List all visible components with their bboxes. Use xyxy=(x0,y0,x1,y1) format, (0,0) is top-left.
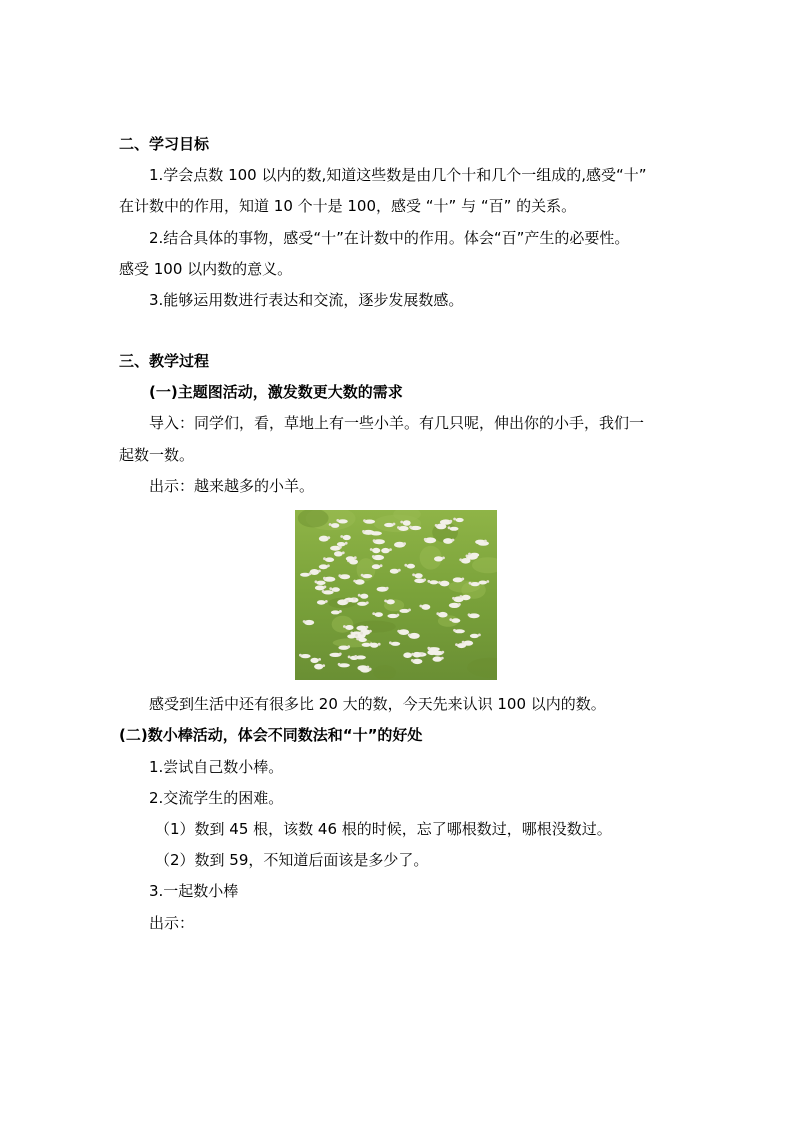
sheep-head xyxy=(340,535,343,538)
sheep xyxy=(325,557,334,562)
sheep-head xyxy=(303,620,306,623)
sheep xyxy=(453,577,463,582)
sheep-head xyxy=(323,577,326,580)
sheep-head xyxy=(458,603,461,606)
sheep xyxy=(384,523,394,527)
sheep xyxy=(343,535,351,540)
sheep-head xyxy=(322,590,325,593)
sheep-head xyxy=(459,558,462,561)
sheep-head xyxy=(397,630,400,633)
sheep-head xyxy=(361,574,364,577)
show-sheep: 出示：越来越多的小羊。 xyxy=(149,477,315,495)
sheep-head xyxy=(354,556,357,559)
step3: 3.一起数小棒 xyxy=(149,882,239,900)
sheep xyxy=(413,652,421,658)
sheep-head xyxy=(449,618,452,621)
sheep-head xyxy=(338,663,341,666)
sheep xyxy=(450,527,459,531)
sheep xyxy=(438,612,448,618)
sheep-head xyxy=(442,557,445,560)
sheep-head xyxy=(400,521,403,524)
sheep-head xyxy=(453,518,456,521)
sheep-head xyxy=(366,626,369,629)
sheep xyxy=(319,536,329,542)
sheep-head xyxy=(436,612,439,615)
sheep-head xyxy=(384,600,387,603)
sheep-head xyxy=(397,614,400,617)
sheep-head xyxy=(309,572,312,575)
sheep-head xyxy=(469,582,472,585)
sheep-head xyxy=(372,555,375,558)
sheep-head xyxy=(299,654,302,657)
sheep-head xyxy=(367,666,370,669)
sheep xyxy=(429,580,438,584)
sheep-head xyxy=(389,641,392,644)
sheep xyxy=(300,654,310,658)
sheep xyxy=(479,581,488,585)
difficulty1: （1）数到 45 根，该数 46 根的时候，忘了哪根数过，哪根没数过。 xyxy=(155,820,612,838)
sheep-head xyxy=(462,641,465,644)
sheep-head xyxy=(356,638,359,641)
sheep xyxy=(357,602,367,606)
section3-heading: 三、教学过程 xyxy=(119,352,210,370)
sheep-head xyxy=(441,657,444,660)
sheep xyxy=(362,643,371,647)
intro-line2: 起数一数。 xyxy=(119,446,195,464)
sheep-head xyxy=(347,645,350,648)
sheep-head xyxy=(393,523,396,526)
sheep xyxy=(443,538,453,544)
sheep xyxy=(372,564,381,569)
sheep-head xyxy=(343,625,346,628)
sheep-head xyxy=(315,580,318,583)
sheep xyxy=(362,574,372,578)
sheep xyxy=(337,599,348,605)
part1-title: (一)主题图活动，激发数更大数的需求 xyxy=(149,383,403,401)
difficulty2: （2）数到 59，不知道后面该是多少了。 xyxy=(155,851,429,869)
sheep-head xyxy=(342,551,345,554)
sheep-head xyxy=(435,524,438,527)
sheep-head xyxy=(369,630,372,633)
sheep-head xyxy=(362,530,365,533)
sheep xyxy=(440,581,450,587)
sheep xyxy=(391,642,401,646)
sheep xyxy=(304,620,314,625)
sheep xyxy=(331,610,340,614)
sheep-head xyxy=(360,632,363,635)
sheep-head xyxy=(427,580,430,583)
sheep xyxy=(470,553,479,558)
sheep xyxy=(358,638,367,642)
sheep xyxy=(319,564,328,569)
sheep xyxy=(451,618,460,623)
goal3: 3.能够运用数进行表达和交流，逐步发展数感。 xyxy=(149,291,464,309)
sheep-head xyxy=(419,605,422,608)
step2: 2.交流学生的困难。 xyxy=(149,789,284,807)
sheep xyxy=(337,542,346,546)
sheep-head xyxy=(336,519,339,522)
after-image-text: 感受到生活中还有很多比 20 大的数，今天先来认识 100 以内的数。 xyxy=(149,695,606,713)
sheep-head xyxy=(468,613,471,616)
sheep xyxy=(300,573,310,577)
goal1-line1: 1.学会点数 100 以内的数,知道这些数是由几个十和几个一组成的,感受“十” xyxy=(149,166,647,184)
sheep-head xyxy=(398,569,401,572)
sheep-head xyxy=(345,542,348,545)
sheep-head xyxy=(389,548,392,551)
sheep xyxy=(434,556,443,561)
sheep xyxy=(409,633,420,639)
sheep-head xyxy=(354,655,357,658)
sheep-head xyxy=(355,634,358,637)
sheep-head xyxy=(339,653,342,656)
sheep-head xyxy=(325,600,328,603)
sheep xyxy=(360,594,368,599)
sheep-head xyxy=(449,520,452,523)
sheep-head xyxy=(370,548,373,551)
sheep xyxy=(381,548,390,553)
sheep-head xyxy=(386,587,389,590)
sheep-head xyxy=(327,536,330,539)
sheep xyxy=(415,573,423,578)
sheep-head xyxy=(427,647,430,650)
sheep-head xyxy=(409,526,412,529)
sheep xyxy=(375,612,383,617)
sheep xyxy=(461,595,470,600)
sheep-head xyxy=(452,539,455,542)
sheep xyxy=(394,542,405,548)
sheep-head xyxy=(353,580,356,583)
sheep xyxy=(331,523,339,528)
step1: 1.尝试自己数小棒。 xyxy=(149,758,284,776)
sheep xyxy=(398,629,409,635)
sheep-head xyxy=(346,600,349,603)
sheep xyxy=(355,579,365,584)
sheep xyxy=(314,664,323,670)
sheep xyxy=(470,634,479,638)
sheep-head xyxy=(411,653,414,656)
sheep-head xyxy=(339,610,342,613)
sheep-head xyxy=(441,651,444,654)
sheep-head xyxy=(397,526,400,529)
sheep-head xyxy=(378,643,381,646)
sheep-head xyxy=(366,601,369,604)
sheep-head xyxy=(460,595,463,598)
sheep xyxy=(316,581,325,585)
sheep xyxy=(475,540,486,545)
sheep xyxy=(412,659,422,664)
sheep-head xyxy=(408,634,411,637)
sheep-head xyxy=(404,564,407,567)
sheep xyxy=(372,548,380,553)
sheep xyxy=(433,656,443,661)
goal2-line1: 2.结合具体的事物，感受“十”在计数中的作用。体会“百”产生的必要性。 xyxy=(149,229,630,247)
sheep-head xyxy=(348,656,351,659)
sheep xyxy=(470,582,479,586)
sheep xyxy=(340,574,351,579)
goal2-line2: 感受 100 以内数的意义。 xyxy=(119,260,293,278)
sheep xyxy=(338,519,348,523)
sheep-photo xyxy=(295,510,497,680)
sheep xyxy=(370,643,378,648)
sheep-head xyxy=(358,594,361,597)
sheep-head xyxy=(424,538,427,541)
section2-heading: 二、学习目标 xyxy=(119,135,210,153)
sheep xyxy=(457,643,466,648)
sheep-head xyxy=(324,586,327,589)
goal1-line2: 在计数中的作用，知道 10 个十是 100，感受 “十” 与 “百” 的关系。 xyxy=(119,197,577,215)
sheep-head xyxy=(438,581,441,584)
show-sticks: 出示： xyxy=(149,914,195,932)
sheep-head xyxy=(421,652,424,655)
sheep-head xyxy=(403,542,406,545)
sheep-head xyxy=(322,664,325,667)
sheep-head xyxy=(369,668,372,671)
sheep-head xyxy=(327,564,330,567)
sheep-head xyxy=(353,598,356,601)
sheep-head xyxy=(318,570,321,573)
sheep xyxy=(347,634,356,638)
sheep xyxy=(390,569,399,574)
sheep xyxy=(421,604,430,610)
sheep-head xyxy=(323,557,326,560)
sheep xyxy=(357,665,368,671)
sheep xyxy=(317,600,326,605)
sheep xyxy=(330,546,341,551)
grass-patch xyxy=(373,665,396,680)
sheep xyxy=(332,587,340,592)
sheep-head xyxy=(448,526,451,529)
sheep-head xyxy=(363,519,366,522)
sheep-head xyxy=(455,643,458,646)
sheep xyxy=(345,625,353,630)
sheep xyxy=(403,652,412,658)
intro-line1: 导入：同学们，看，草地上有一些小羊。有几只呢，伸出你的小手，我们一 xyxy=(149,414,645,432)
sheep xyxy=(356,655,366,659)
sheep-head xyxy=(329,523,332,526)
sheep xyxy=(407,564,415,569)
sheep-head xyxy=(478,634,481,637)
sheep xyxy=(399,609,409,613)
part2-title: (二)数小棒活动，体会不同数法和“十”的好处 xyxy=(119,726,423,744)
sheep-head xyxy=(372,612,375,615)
sheep-head xyxy=(380,564,383,567)
sheep-head xyxy=(329,587,332,590)
sheep-head xyxy=(466,555,469,558)
sheep-head xyxy=(411,659,414,662)
sheep xyxy=(403,520,411,526)
sheep xyxy=(346,556,355,561)
sheep xyxy=(334,551,343,556)
sheep-head xyxy=(373,539,376,542)
sheep xyxy=(456,518,464,522)
sheep xyxy=(310,658,318,663)
sheep-head xyxy=(408,609,411,612)
sheep-head xyxy=(486,580,489,583)
sheep xyxy=(398,526,408,531)
sheep-head xyxy=(484,540,487,543)
sheep xyxy=(315,585,325,590)
sheep-head xyxy=(468,553,471,556)
sheep-head xyxy=(423,578,426,581)
sheep-head xyxy=(318,658,321,661)
sheep-head xyxy=(412,573,415,576)
sheep-head xyxy=(453,629,456,632)
sheep-head xyxy=(452,597,455,600)
sheep-head xyxy=(461,578,464,581)
sheep-head xyxy=(338,574,341,577)
grass-patch xyxy=(332,616,354,633)
sheep xyxy=(386,599,394,604)
